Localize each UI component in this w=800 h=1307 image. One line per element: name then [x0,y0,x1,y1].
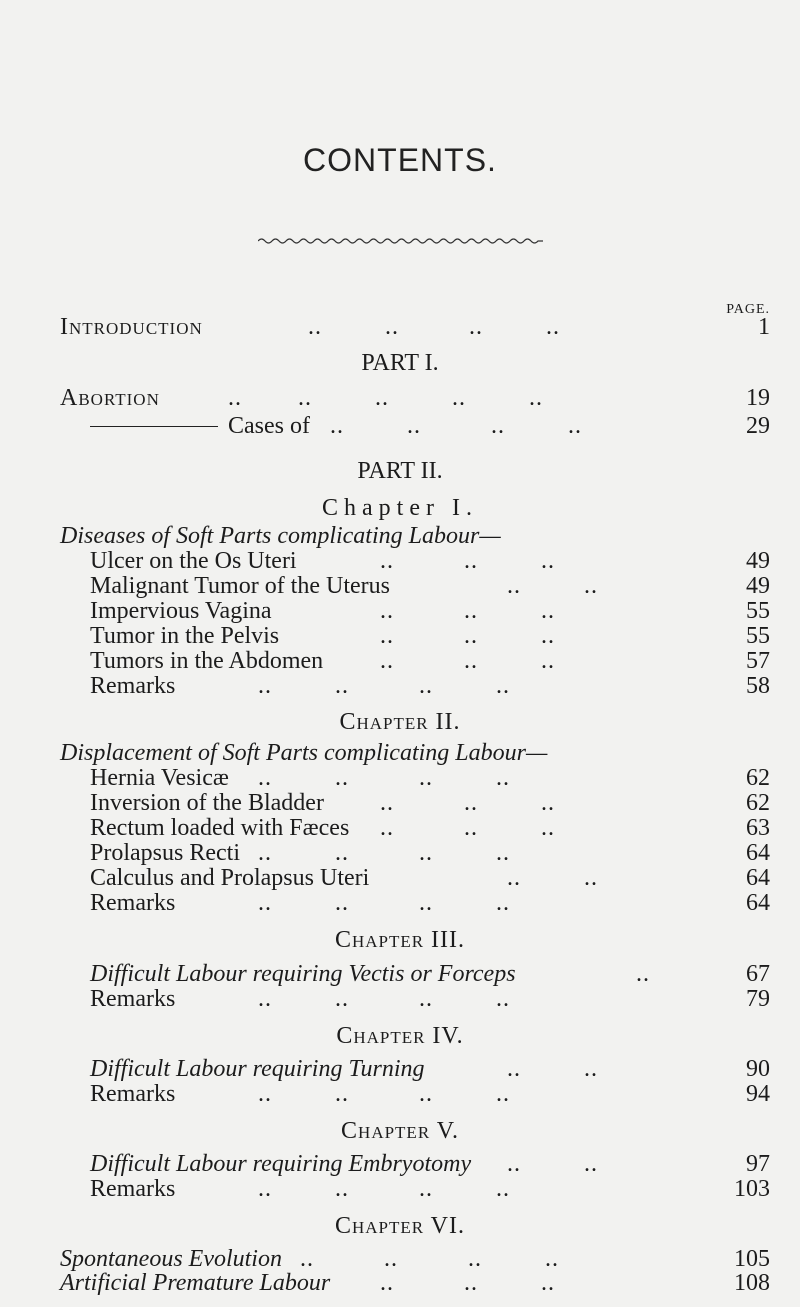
ditto-dash [90,426,218,427]
page-title: CONTENTS. [303,142,497,178]
entry-page: 62 [746,765,770,791]
toc-entry [0,312,800,342]
section-heading: Displacement of Soft Parts complicating Labour— [60,740,548,766]
decorative-wavy-rule [258,236,543,246]
entry-page: 108 [734,1270,770,1296]
entry-label: Tumor in the Pelvis [90,623,280,649]
leader-dots: .. .. .. .. .. [228,385,543,411]
leader-dots: .. .. .. .. [258,890,510,916]
entry-label: Impervious Vagina [90,598,272,624]
entry-page: 90 [746,1056,770,1082]
entry-page: 62 [746,790,770,816]
entry-page: 105 [734,1246,770,1272]
chapter-heading: Chapter VI. [334,1213,465,1239]
leader-dots: .. .. .. [380,815,555,841]
entry-page: 79 [746,986,770,1012]
toc-entry [0,888,800,918]
leader-dots: .. .. [507,865,598,891]
leader-dots: .. .. .. [380,548,555,574]
entry-page: 58 [746,673,770,699]
entry-page: 63 [746,815,770,841]
chapter-heading: Chapter II. [339,709,461,735]
leader-dots: .. .. [507,1056,598,1082]
leader-dots: .. .. .. .. [300,1246,559,1272]
entry-label: Rectum loaded with Fæces [90,815,350,841]
entry-page: 55 [746,598,770,624]
entry-label: Tumors in the Abdomen [90,648,324,674]
entry-label: Spontaneous Evolution [60,1246,282,1272]
toc-entry [0,1079,800,1109]
entry-page: 64 [746,890,770,916]
entry-label: Difficult Labour requiring Turning [90,1056,425,1082]
entry-label: Artificial Premature Labour [60,1270,331,1296]
leader-dots: .. .. [507,573,598,599]
entry-page: 67 [746,961,770,987]
toc-entry [0,383,800,413]
leader-dots: .. .. .. .. [308,314,560,340]
leader-dots: .. .. .. [380,790,555,816]
entry-page: 55 [746,623,770,649]
leader-dots: .. .. .. [380,648,555,674]
entry-page: 19 [746,385,770,411]
chapter-heading: Chapter IV. [336,1023,464,1049]
entry-page: 103 [734,1176,770,1202]
entry-label: Difficult Labour requiring Vectis or Forceps [90,961,516,987]
entry-page: 57 [746,648,770,674]
chapter-heading: Chapter V. [341,1118,459,1144]
entry-label: Calculus and Prolapsus Uteri [90,865,370,891]
leader-dots: .. .. .. .. [258,673,510,699]
entry-label: Hernia Vesicæ [90,765,229,791]
entry-page: 49 [746,548,770,574]
leader-dots: .. .. [507,1151,598,1177]
page-column-header: PAGE. [726,302,770,317]
leader-dots: .. .. .. [380,1270,555,1296]
entry-label: Prolapsus Recti [90,840,240,866]
entry-label: Abortion [60,385,160,411]
leader-dots: .. .. .. .. [330,413,582,439]
entry-label: Malignant Tumor of the Uterus [90,573,390,599]
leader-dots: .. .. .. .. [258,1081,510,1107]
leader-dots: .. .. .. [380,598,555,624]
leader-dots: .. .. .. [380,623,555,649]
entry-label: Difficult Labour requiring Embryotomy [90,1151,472,1177]
entry-page: 97 [746,1151,770,1177]
part-heading: PART II. [357,458,443,484]
chapter-heading: Chapter I. [322,495,478,521]
entry-label: Remarks [90,1081,176,1107]
entry-label: Ulcer on the Os Uteri [90,548,297,574]
entry-label: Inversion of the Bladder [90,790,324,816]
entry-page: 1 [758,314,770,340]
entry-page: 29 [746,413,770,439]
leader-dots: .. .. .. .. [258,1176,510,1202]
toc-entry [0,1268,800,1298]
leader-dots: .. [636,961,650,987]
entry-page: 94 [746,1081,770,1107]
entry-label: Remarks [90,1176,176,1202]
entry-label: Introduction [60,314,203,340]
leader-dots: .. .. .. .. [258,986,510,1012]
entry-label: Cases of [228,413,310,439]
entry-label: Remarks [90,673,176,699]
part-heading: PART I. [361,350,439,376]
toc-entry [0,1174,800,1204]
chapter-heading: Chapter III. [334,927,466,953]
entry-page: 49 [746,573,770,599]
entry-page: 64 [746,865,770,891]
section-heading: Diseases of Soft Parts complicating Labour— [60,523,501,549]
toc-entry [0,984,800,1014]
leader-dots: .. .. .. .. [258,840,510,866]
entry-label: Remarks [90,890,176,916]
entry-label: Remarks [90,986,176,1012]
toc-entry [0,411,800,441]
leader-dots: .. .. .. .. [258,765,510,791]
entry-page: 64 [746,840,770,866]
toc-entry [0,671,800,701]
